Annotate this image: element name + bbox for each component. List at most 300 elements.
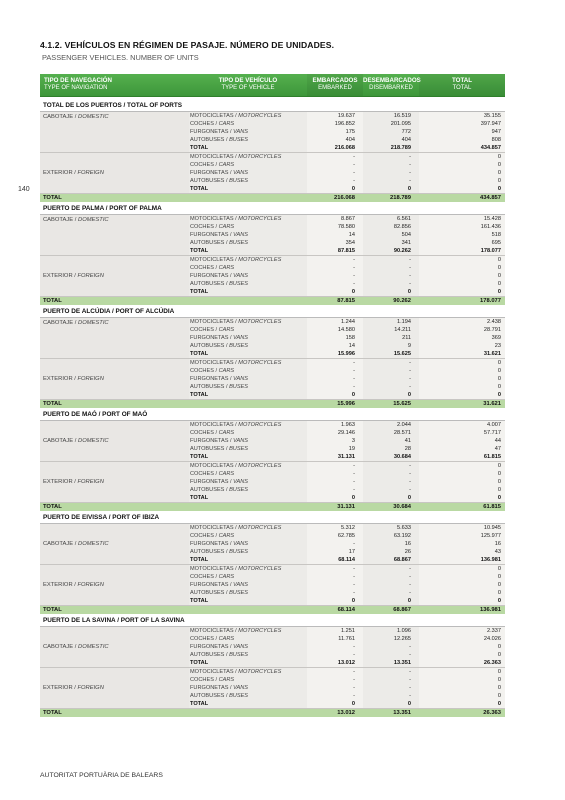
table-row [189, 231, 505, 239]
embarked-total: 15.996 [337, 401, 355, 407]
vehicles-table [40, 74, 505, 717]
subtotal-row [189, 247, 505, 255]
disembarked-cell: 1.194 [363, 318, 419, 326]
vehicle-type-cell: TOTAL [189, 391, 307, 399]
embarked-cell: - [307, 169, 363, 177]
embarked-cell: - [307, 256, 363, 264]
header-embarked: EMBARCADOS EMBARKED [307, 74, 363, 96]
table-row [189, 573, 505, 581]
embarked-cell: 1.963 [307, 421, 363, 429]
total-cell: 0 [419, 256, 505, 264]
navigation-type-label: EXTERIOR / FOREIGN [40, 256, 189, 296]
total-cell: 0 [419, 700, 505, 708]
embarked-cell: 14 [307, 342, 363, 350]
table-row [189, 153, 505, 161]
disembarked-cell: - [363, 177, 419, 185]
embarked-cell: 0 [307, 391, 363, 399]
vehicle-type-cell: TOTAL [189, 247, 307, 255]
total-cell: 47 [419, 445, 505, 453]
section-title: PUERTO DE PALMA / PORT OF PALMA [40, 204, 505, 215]
embarked-cell: - [307, 462, 363, 470]
total-label: TOTAL [43, 298, 62, 304]
section-title: PUERTO DE MAÓ / PORT OF MAÓ [40, 410, 505, 421]
total-label: TOTAL [43, 401, 62, 407]
subtotal-row [189, 494, 505, 502]
table-row [189, 334, 505, 342]
total-cell: 0 [419, 462, 505, 470]
embarked-cell: - [307, 565, 363, 573]
table-row [189, 128, 505, 136]
vehicle-type-cell: FURGONETAS / VANS [189, 169, 307, 177]
disembarked-cell: - [363, 383, 419, 391]
disembarked-cell: 63.192 [363, 532, 419, 540]
total-label: TOTAL [43, 504, 62, 510]
table-row [189, 342, 505, 350]
disembarked-cell: 218.789 [363, 144, 419, 152]
total-cell: 0 [419, 651, 505, 659]
table-row [189, 215, 505, 223]
disembarked-cell: 12.265 [363, 635, 419, 643]
group-domestic [40, 524, 505, 565]
vehicle-type-cell: MOTOCICLETAS / MOTORCYCLES [189, 359, 307, 367]
table-row [189, 445, 505, 453]
vehicle-type-cell: MOTOCICLETAS / MOTORCYCLES [189, 256, 307, 264]
table-row [189, 462, 505, 470]
embarked-cell: 78.580 [307, 223, 363, 231]
total-cell: 0 [419, 359, 505, 367]
navigation-type-label: CABOTAJE / DOMESTIC [40, 112, 189, 152]
total-cell: 0 [419, 367, 505, 375]
embarked-total: 13.012 [337, 710, 355, 716]
embarked-cell: 29.146 [307, 429, 363, 437]
header-disembarked: DESEMBARCADOS DISEMBARKED [363, 77, 421, 91]
disembarked-cell: 14.211 [363, 326, 419, 334]
page-number: 140 [18, 186, 30, 193]
section-total-row [40, 297, 505, 305]
navigation-type-label: CABOTAJE / DOMESTIC [40, 627, 189, 667]
table-row [189, 581, 505, 589]
table-row [189, 120, 505, 128]
header-vehicle: TIPO DE VEHÍCULO TYPE OF VEHICLE [218, 77, 278, 91]
grand-total: 434.857 [480, 195, 501, 201]
vehicle-type-cell: MOTOCICLETAS / MOTORCYCLES [189, 524, 307, 532]
total-cell: 397.947 [419, 120, 505, 128]
embarked-cell: 8.867 [307, 215, 363, 223]
vehicle-type-cell: FURGONETAS / VANS [189, 684, 307, 692]
vehicle-type-cell: COCHES / CARS [189, 161, 307, 169]
total-cell: 136.981 [419, 556, 505, 564]
table-row [189, 136, 505, 144]
total-cell: 0 [419, 280, 505, 288]
vehicle-type-cell: FURGONETAS / VANS [189, 643, 307, 651]
total-cell: 2.438 [419, 318, 505, 326]
table-row [189, 676, 505, 684]
group-domestic [40, 112, 505, 153]
navigation-type-label: EXTERIOR / FOREIGN [40, 565, 189, 605]
disembarked-cell: 5.633 [363, 524, 419, 532]
disembarked-cell: 0 [363, 494, 419, 502]
group-foreign [40, 256, 505, 297]
table-row [189, 486, 505, 494]
section-total-row [40, 709, 505, 717]
vehicle-type-cell: AUTOBUSES / BUSES [189, 383, 307, 391]
embarked-total: 216.068 [334, 195, 355, 201]
group-foreign [40, 462, 505, 503]
total-cell: 0 [419, 185, 505, 193]
embarked-cell: 3 [307, 437, 363, 445]
vehicle-type-cell: FURGONETAS / VANS [189, 478, 307, 486]
table-row [189, 264, 505, 272]
embarked-cell: - [307, 692, 363, 700]
total-cell: 0 [419, 589, 505, 597]
table-row [189, 112, 505, 120]
disembarked-cell: 201.095 [363, 120, 419, 128]
navigation-type-label: EXTERIOR / FOREIGN [40, 359, 189, 399]
vehicle-type-cell: TOTAL [189, 700, 307, 708]
section-total-row [40, 503, 505, 511]
navigation-type-label: CABOTAJE / DOMESTIC [40, 524, 189, 564]
table-row [189, 326, 505, 334]
table-row [189, 540, 505, 548]
vehicle-type-cell: TOTAL [189, 453, 307, 461]
embarked-cell: - [307, 589, 363, 597]
embarked-cell: 19.637 [307, 112, 363, 120]
header-navigation: TIPO DE NAVEGACIÓN TYPE OF NAVIGATION [44, 77, 112, 91]
total-cell: 0 [419, 383, 505, 391]
total-cell: 0 [419, 597, 505, 605]
table-row [189, 478, 505, 486]
table-row [189, 532, 505, 540]
total-cell: 0 [419, 565, 505, 573]
total-cell: 35.155 [419, 112, 505, 120]
embarked-cell: 31.131 [307, 453, 363, 461]
total-cell: 0 [419, 288, 505, 296]
vehicle-type-cell: COCHES / CARS [189, 120, 307, 128]
table-row [189, 169, 505, 177]
total-cell: 0 [419, 478, 505, 486]
total-cell: 31.621 [419, 350, 505, 358]
embarked-cell: 196.852 [307, 120, 363, 128]
embarked-cell: - [307, 264, 363, 272]
embarked-cell: - [307, 272, 363, 280]
page-subtitle: PASSENGER VEHICLES. NUMBER OF UNITS [42, 53, 199, 62]
group-foreign [40, 153, 505, 194]
total-label: TOTAL [43, 710, 62, 716]
navigation-type-label: EXTERIOR / FOREIGN [40, 668, 189, 708]
disembarked-cell: - [363, 470, 419, 478]
total-cell: 0 [419, 676, 505, 684]
total-cell: 0 [419, 264, 505, 272]
table-row [189, 684, 505, 692]
vehicle-type-cell: AUTOBUSES / BUSES [189, 239, 307, 247]
total-cell: 15.428 [419, 215, 505, 223]
table-row [189, 589, 505, 597]
total-cell: 0 [419, 668, 505, 676]
embarked-cell: 62.785 [307, 532, 363, 540]
total-cell: 4.007 [419, 421, 505, 429]
footer: AUTORITAT PORTUÀRIA DE BALEARS [40, 772, 163, 779]
disembarked-cell: - [363, 589, 419, 597]
embarked-cell: 1.244 [307, 318, 363, 326]
disembarked-cell: 9 [363, 342, 419, 350]
navigation-type-label: CABOTAJE / DOMESTIC [40, 421, 189, 461]
disembarked-cell: 41 [363, 437, 419, 445]
embarked-cell: 0 [307, 597, 363, 605]
embarked-cell: - [307, 383, 363, 391]
disembarked-cell: - [363, 676, 419, 684]
total-cell: 0 [419, 692, 505, 700]
group-domestic [40, 627, 505, 668]
embarked-cell: 404 [307, 136, 363, 144]
disembarked-cell: - [363, 684, 419, 692]
total-cell: 0 [419, 494, 505, 502]
vehicle-type-cell: AUTOBUSES / BUSES [189, 445, 307, 453]
vehicle-type-cell: COCHES / CARS [189, 223, 307, 231]
title-block [40, 40, 505, 62]
embarked-cell: 216.068 [307, 144, 363, 152]
table-header [40, 74, 505, 97]
disembarked-cell: 28 [363, 445, 419, 453]
subtotal-row [189, 453, 505, 461]
vehicle-type-cell: MOTOCICLETAS / MOTORCYCLES [189, 627, 307, 635]
group-foreign [40, 565, 505, 606]
table-row [189, 651, 505, 659]
vehicle-type-cell: AUTOBUSES / BUSES [189, 486, 307, 494]
vehicle-type-cell: MOTOCICLETAS / MOTORCYCLES [189, 565, 307, 573]
vehicle-type-cell: AUTOBUSES / BUSES [189, 280, 307, 288]
embarked-cell: - [307, 280, 363, 288]
total-cell: 0 [419, 272, 505, 280]
disembarked-cell: - [363, 169, 419, 177]
subtotal-row [189, 659, 505, 667]
subtotal-row [189, 288, 505, 296]
section-total-row [40, 606, 505, 614]
vehicle-type-cell: TOTAL [189, 494, 307, 502]
vehicle-type-cell: AUTOBUSES / BUSES [189, 136, 307, 144]
total-cell: 178.077 [419, 247, 505, 255]
disembarked-total: 68.867 [393, 607, 411, 613]
vehicle-type-cell: FURGONETAS / VANS [189, 128, 307, 136]
embarked-cell: 14.580 [307, 326, 363, 334]
vehicle-type-cell: MOTOCICLETAS / MOTORCYCLES [189, 668, 307, 676]
table-row [189, 470, 505, 478]
table-row [189, 421, 505, 429]
embarked-cell: - [307, 651, 363, 659]
total-cell: 0 [419, 573, 505, 581]
disembarked-cell: 341 [363, 239, 419, 247]
embarked-cell: 19 [307, 445, 363, 453]
embarked-cell: - [307, 540, 363, 548]
disembarked-cell: - [363, 573, 419, 581]
group-domestic [40, 215, 505, 256]
grand-total: 31.621 [483, 401, 501, 407]
disembarked-cell: - [363, 651, 419, 659]
table-row [189, 318, 505, 326]
disembarked-cell: - [363, 264, 419, 272]
total-cell: 24.026 [419, 635, 505, 643]
subtotal-row [189, 350, 505, 358]
total-cell: 43 [419, 548, 505, 556]
disembarked-cell: 0 [363, 700, 419, 708]
disembarked-cell: 16.519 [363, 112, 419, 120]
disembarked-cell: - [363, 692, 419, 700]
table-row [189, 272, 505, 280]
disembarked-cell: 772 [363, 128, 419, 136]
vehicle-type-cell: AUTOBUSES / BUSES [189, 177, 307, 185]
section-total-row [40, 194, 505, 202]
vehicle-type-cell: COCHES / CARS [189, 429, 307, 437]
subtotal-row [189, 185, 505, 193]
embarked-cell: 175 [307, 128, 363, 136]
disembarked-cell: 13.351 [363, 659, 419, 667]
table-row [189, 643, 505, 651]
page-title: 4.1.2. VEHÍCULOS EN RÉGIMEN DE PASAJE. NÚMERO DE UNIDADES. [40, 40, 335, 50]
grand-total: 26.363 [483, 710, 501, 716]
disembarked-total: 90.262 [393, 298, 411, 304]
disembarked-cell: - [363, 359, 419, 367]
header-total: TOTAL TOTAL [419, 74, 505, 96]
table-row [189, 223, 505, 231]
table-row [189, 627, 505, 635]
vehicle-type-cell: AUTOBUSES / BUSES [189, 342, 307, 350]
total-cell: 0 [419, 581, 505, 589]
disembarked-cell: 0 [363, 185, 419, 193]
vehicle-type-cell: MOTOCICLETAS / MOTORCYCLES [189, 462, 307, 470]
vehicle-type-cell: MOTOCICLETAS / MOTORCYCLES [189, 421, 307, 429]
vehicle-type-cell: COCHES / CARS [189, 367, 307, 375]
vehicle-type-cell: MOTOCICLETAS / MOTORCYCLES [189, 153, 307, 161]
vehicle-type-cell: FURGONETAS / VANS [189, 375, 307, 383]
disembarked-cell: 0 [363, 597, 419, 605]
embarked-cell: - [307, 668, 363, 676]
total-cell: 125.977 [419, 532, 505, 540]
embarked-cell: - [307, 486, 363, 494]
table-row [189, 635, 505, 643]
embarked-cell: - [307, 470, 363, 478]
vehicle-type-cell: MOTOCICLETAS / MOTORCYCLES [189, 318, 307, 326]
table-row [189, 161, 505, 169]
embarked-cell: 0 [307, 700, 363, 708]
disembarked-cell: 6.561 [363, 215, 419, 223]
disembarked-cell: 0 [363, 391, 419, 399]
total-cell: 28.791 [419, 326, 505, 334]
vehicle-type-cell: AUTOBUSES / BUSES [189, 548, 307, 556]
vehicle-type-cell: FURGONETAS / VANS [189, 231, 307, 239]
total-cell: 0 [419, 486, 505, 494]
disembarked-cell: - [363, 280, 419, 288]
section-title: PUERTO DE ALCÚDIA / PORT OF ALCÚDIA [40, 307, 505, 318]
embarked-cell: 0 [307, 185, 363, 193]
disembarked-cell: 0 [363, 288, 419, 296]
total-cell: 61.815 [419, 453, 505, 461]
table-row [189, 280, 505, 288]
disembarked-cell: 90.262 [363, 247, 419, 255]
table-body [40, 101, 505, 717]
total-cell: 0 [419, 391, 505, 399]
table-row [189, 367, 505, 375]
group-foreign [40, 668, 505, 709]
section-title: PUERTO DE LA SAVINA / PORT OF LA SAVINA [40, 616, 505, 627]
vehicle-type-cell: AUTOBUSES / BUSES [189, 692, 307, 700]
disembarked-cell: 404 [363, 136, 419, 144]
disembarked-cell: 26 [363, 548, 419, 556]
embarked-cell: 14 [307, 231, 363, 239]
disembarked-cell: - [363, 272, 419, 280]
disembarked-cell: 30.684 [363, 453, 419, 461]
embarked-total: 87.815 [337, 298, 355, 304]
disembarked-cell: 15.625 [363, 350, 419, 358]
group-foreign [40, 359, 505, 400]
embarked-cell: - [307, 177, 363, 185]
total-cell: 0 [419, 375, 505, 383]
total-cell: 947 [419, 128, 505, 136]
total-cell: 26.363 [419, 659, 505, 667]
embarked-cell: 68.114 [307, 556, 363, 564]
embarked-cell: - [307, 367, 363, 375]
vehicle-type-cell: MOTOCICLETAS / MOTORCYCLES [189, 112, 307, 120]
table-row [189, 177, 505, 185]
disembarked-cell: - [363, 256, 419, 264]
disembarked-cell: 16 [363, 540, 419, 548]
total-cell: 16 [419, 540, 505, 548]
table-row [189, 359, 505, 367]
disembarked-cell: - [363, 462, 419, 470]
embarked-cell: - [307, 676, 363, 684]
grand-total: 61.815 [483, 504, 501, 510]
embarked-cell: 87.815 [307, 247, 363, 255]
group-domestic [40, 318, 505, 359]
disembarked-cell: 2.044 [363, 421, 419, 429]
embarked-cell: - [307, 684, 363, 692]
total-cell: 161.436 [419, 223, 505, 231]
table-row [189, 239, 505, 247]
vehicle-type-cell: TOTAL [189, 144, 307, 152]
grand-total: 178.077 [480, 298, 501, 304]
disembarked-cell: - [363, 153, 419, 161]
disembarked-cell: 211 [363, 334, 419, 342]
disembarked-cell: 82.856 [363, 223, 419, 231]
embarked-cell: - [307, 643, 363, 651]
subtotal-row [189, 144, 505, 152]
embarked-cell: 0 [307, 494, 363, 502]
embarked-total: 31.131 [337, 504, 355, 510]
table-row [189, 383, 505, 391]
embarked-cell: 158 [307, 334, 363, 342]
vehicle-type-cell: COCHES / CARS [189, 676, 307, 684]
vehicle-type-cell: COCHES / CARS [189, 326, 307, 334]
table-row [189, 429, 505, 437]
disembarked-cell: 68.867 [363, 556, 419, 564]
total-cell: 44 [419, 437, 505, 445]
embarked-cell: 1.251 [307, 627, 363, 635]
embarked-cell: - [307, 153, 363, 161]
table-row [189, 565, 505, 573]
total-cell: 0 [419, 177, 505, 185]
embarked-cell: - [307, 375, 363, 383]
group-domestic [40, 421, 505, 462]
total-label: TOTAL [43, 195, 62, 201]
disembarked-total: 218.789 [390, 195, 411, 201]
subtotal-row [189, 391, 505, 399]
total-cell: 0 [419, 470, 505, 478]
disembarked-cell: 504 [363, 231, 419, 239]
vehicle-type-cell: FURGONETAS / VANS [189, 334, 307, 342]
embarked-cell: - [307, 359, 363, 367]
disembarked-cell: - [363, 486, 419, 494]
table-row [189, 668, 505, 676]
vehicle-type-cell: COCHES / CARS [189, 532, 307, 540]
vehicle-type-cell: COCHES / CARS [189, 264, 307, 272]
